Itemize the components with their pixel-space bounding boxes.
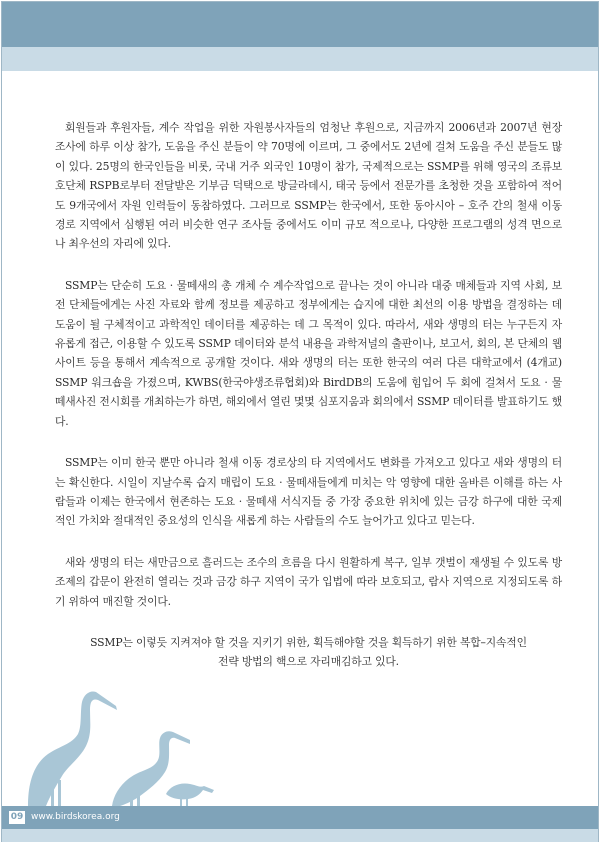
header-band-light — [2, 47, 598, 71]
spoonbill-silhouette-icon — [20, 672, 250, 812]
footer-url: www.birdskorea.org — [31, 812, 120, 822]
closing-line-2: 전략 방법의 핵으로 자리매김하고 있다. — [218, 655, 399, 669]
paragraph-impact: SSMP는 이미 한국 뿐만 아니라 철새 이동 경로상의 타 지역에서도 변화를 가져오고 있다고 새와 생명의 터는 확신한다. 시일이 지날수록 습지 매립이 도요 · 물떼새들에게 미치는 악 영향에 대한 올바른 이해를 하는 사람들과 이제는 한국에서 현존하는 도요 · 물떼새 서식지들 중 가장 중요한 위치에 있는 금강 하구에 대한 국제적인 가치와 절대적인 중요성의 인식을 새롭게 하는 사람들의 수도 늘어가고 있다고 믿는다. — [55, 456, 562, 528]
body-text — [55, 118, 562, 694]
page-number: 09 — [10, 812, 24, 822]
paragraph-volunteers: 회원들과 후원자들, 계수 작업을 위한 자원봉사자들의 엄청난 후원으로, 지금까지 2006년과 2007년 현장조사에 하루 이상 참가, 도움을 주신 분들이 약 70명에 이르며, 그 중에서도 2년에 걸쳐 도움을 주신 분들도 많이 있다. 25명의 한국인들을 비롯, 국내 거주 외국인 10명이 참가, 국제적으로는 SSMP를 위해 영국의 조류보호단체 RSPB로부터 전달받은 기부금 덕택으로 방글라데시, 태국 등에서 전문가를 초청한 것을 포함하여 적어도 9개국에서 자원 인력들이 동참하였다. 그러므로 SSMP는 한국에서, 또한 동아시아 – 호주 간의 철새 이동 경로 지역에서 심행된 여러 비슷한 연구 조사들 중에서도 이미 규모 적으로나, 다양한 프로그램의 성격 면으로나 최우선의 자리에 있다. — [55, 121, 562, 251]
footer-band-light — [2, 829, 598, 842]
closing-line-1: SSMP는 이렇듯 지켜져야 할 것을 지키기 위한, 획득해야할 것을 획득하기 위한 복합–지속적인 — [90, 635, 527, 649]
paragraph-purpose: SSMP는 단순히 도요 · 물떼새의 총 개체 수 계수작업으로 끝나는 것이 아니라 대중 매체들과 지역 사회, 보전 단체들에게는 사진 자료와 함께 정보를 제공하고 정부에게는 습지에 대한 최선의 이용 방법을 결정하는 데 도움이 될 구체적이고 과학적인 데이터를 제공하는 데 그 목적이 있다. 따라서, 새와 생명의 터는 누구든지 자유롭게 접근, 이용할 수 있도록 SSMP 데이터와 분석 내용을 과학저널의 출판이나, 보고서, 회의, 본 단체의 웹사이트 등을 통해서 계속적으로 공개할 것이다. 새와 생명의 터는 또한 한국의 여러 다른 대학교에서 (4개교) SSMP 워크숍을 가졌으며, KWBS(한국야생조류협회)와 BirdDB의 도움에 힘입어 두 회에 걸쳐서 도요 · 물떼새사진 전시회를 개최하는가 하면, 해외에서 열린 몇몇 심포지움과 회의에서 SSMP 데이터를 발표하기도 했다. — [55, 278, 562, 428]
paragraph-closing — [55, 633, 562, 672]
header-band — [2, 2, 598, 47]
paragraph-commitment: 새와 생명의 터는 새만금으로 흘러드는 조수의 흐름을 다시 원활하게 복구, 일부 갯벌이 재생될 수 있도록 방조제의 갑문이 완전히 열리는 것과 금강 하구 지역이 국가 입법에 따라 보호되고, 람사 지역으로 지정되도록 하기 위하여 매진할 것이다. — [55, 555, 562, 608]
